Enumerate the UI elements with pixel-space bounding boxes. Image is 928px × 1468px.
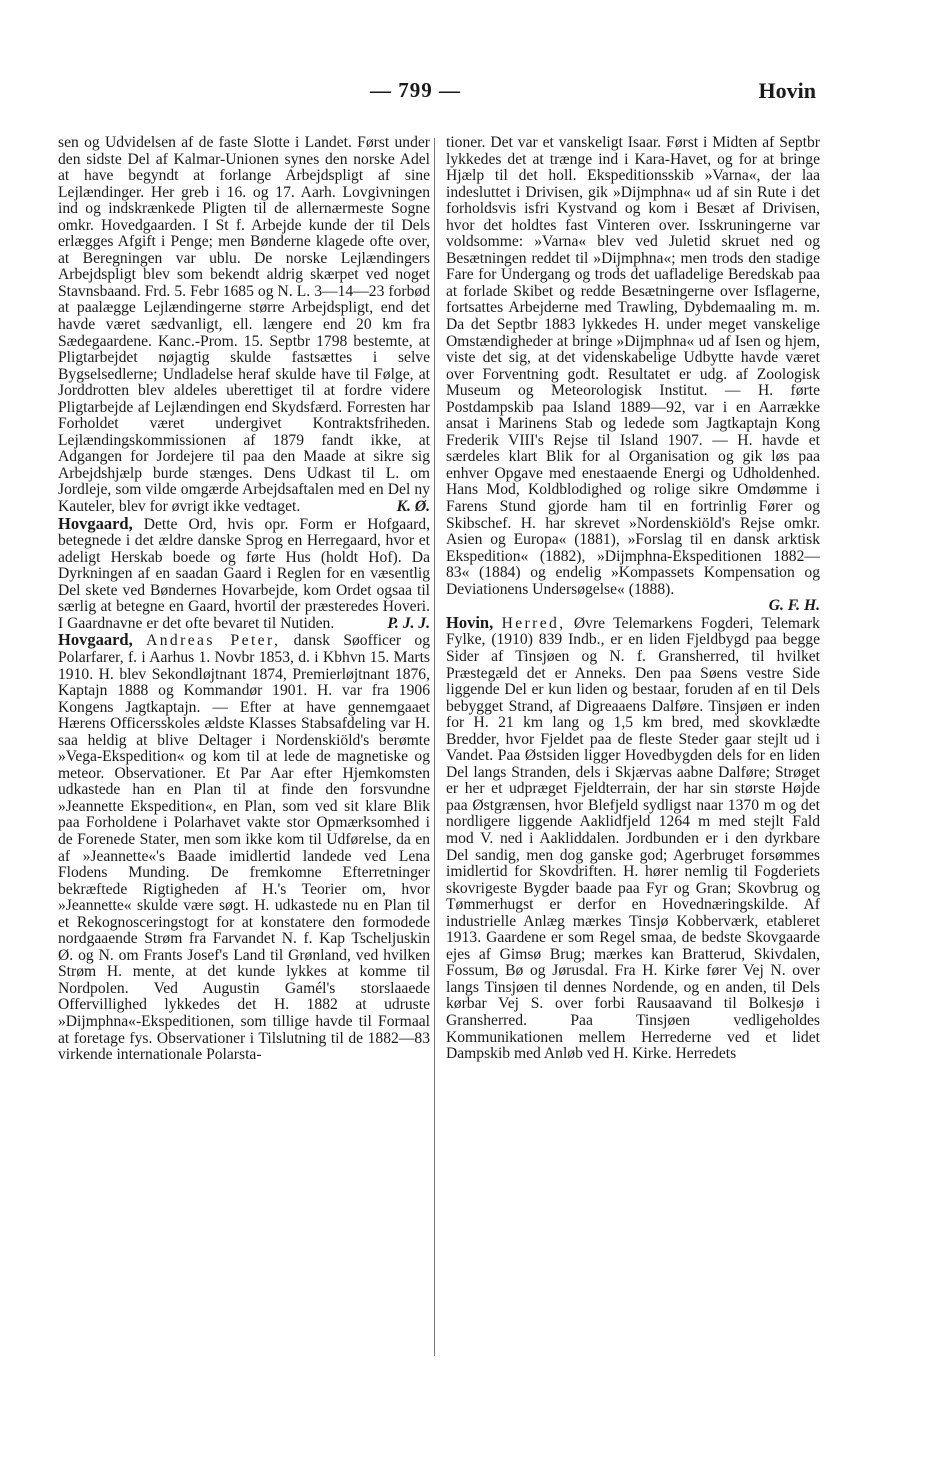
entry-hovgaard-1 — [58, 513, 430, 633]
entry-hovin — [446, 612, 820, 1063]
author-signature: G. F. H. — [768, 597, 820, 615]
entry-text: Dette Ord, hvis opr. Form er Hofgaard, betegnede i det ældre danske Sprog en Herregaard, hvor et adeligt Herskab boede og førte Hus (holdt Hof). Da Dyrkningen af en saadan Gaard i Reglen for en væsentlig Del skete ved Bøndernes Hovarbejde, kom Ordet ogsaa til særlig at betegne en Gaard, hvortil der præsteredes Hoveri. I Gaardnavne er det ofte bevaret til Nutiden. — [58, 515, 430, 632]
headword: Hovin, — [446, 612, 494, 632]
author-signature: P. J. J. — [387, 614, 430, 632]
left-column — [58, 135, 430, 1064]
column-divider — [434, 138, 435, 1356]
running-head: Hovin — [758, 78, 816, 103]
entry-type: Herred, — [501, 614, 566, 632]
headword: Hovgaard, — [58, 630, 133, 650]
headword: Hovgaard, — [58, 513, 133, 533]
page-number: — 799 — — [370, 78, 461, 102]
entry-text: dansk Søofficer og Polarfarer, f. i Aarhus 1. Novbr 1853, d. i Kbhvn 15. Marts 1910. H. blev Sekondløjtnant 1874, Premierløjtnant 1876, Kaptajn 1888 og Kommandør 1901. H. var fra 1906 Kongens Jagtkaptajn. — Efter at have gennemgaaet Hærens Officersskoles ældste Klasses Stabsafdeling var H. saa heldig at blive Deltager i Nordenskiöld's berømte »Vega-Ekspedition« og kom til at lede de magnetiske og meteor. Observationer. Et Par Aar efter Hjemkomsten udkastede han en Plan til at finde den forsvundne »Jeannette Ekspedition«, en Plan, som ved sit klare Blik paa Forholdene i Polarhavet vakte stor Opmærksomhed i de Forenede Stater, men som ikke kom til Udførelse, da en af »Jeannette«'s Baade imidlertid landede ved Lena Flodens Munding. De fremkomne Efterretninger bekræftede Rigtigheden af H.'s Teorier om, hvor »Jeannette« skulde være søgt. H. udkastede nu en Plan til et Rekognosceringstogt for at konstatere den formodede nordgaaende Strøm fra Farvandet N. f. Kap Tscheljuskin Ø. og N. om Frants Josef's Land til Grønland, ved hvilken Strøm H. mente, at det kunde lykkes at komme til Nordpolen. Ved Augustin Gamél's storslaaede Offervillighed lykkedes det H. 1882 at udruste »Dijmphna«-Ekspeditionen, som tillige havde til Formaal at foretage fys. Observationer i Tilslutning til de 1882—83 virkende internationale Polarsta- — [58, 632, 431, 1064]
entry-text: Øvre Telemarkens Fogderi, Telemark Fylke, (1910) 839 Indb., er en liden Fjeldbygd paa begge Sider af Tinsjøen og N. f. Gransherred, til hvilket Præstegæld det er Anneks. Den paa Søens vestre Side liggende Del er kun liden og bestaar, foruden af en til Dels bebygget Strand, af Digreaaens Dalføre. Tinsjøen er inden for H. 21 km lang og 1,5 km bred, med skovklædte Bredder, hvor Fjeldet paa de fleste Steder gaar stejlt ud i Vandet. Paa Østsiden ligger Hovedbygden dels for en liden Del langs Stranden, dels i Skjærvas aabne Dalføre; Strøget er her et udpræget Fjeldterrain, der har sin største Højde paa Østgrænsen, hvor Blefjeld sydligst naar 1370 m og det nordligere liggende Aaklidfjeld 1264 m med stejlt Fald mod V. ned i Aakliddalen. Jordbunden er i den dyrkbare Del sandig, men dog ganske god; Agerbruget forsømmes imidlertid for Skovdriften. H. hører nemlig til Fogderiets skovrigeste Bygder baade paa Fyr og Gran; Skovbrug og Tømmerhugst er derfor en Hovednæringskilde. Af industrielle Anlæg mærkes Tinsjø Kobberværk, etableret 1913. Gaardene er som Regel smaa, de bedste Skovgaarde ejes af Gimsø Brug; mærkes kan Bratterud, Skivdalen, Fossum, Bø og Jørusdal. Fra H. Kirke fører Vej N. over langs Tinsjøen til dennes Nordende, og en anden, til Dels kørbar Vej S. over forbi Rausaavand til Bolkesjø i Gransherred. Paa Tinsjøen vedligeholdes Kommunikationen mellem Herrederne ved et lidet Dampskib med Anløb ved H. Kirke. Herredets — [446, 614, 820, 1063]
entry-hovgaard-2-continuation: tioner. Det var et vanskeligt Isaar. Først i Midten af Septbr lykkedes det at trænge ind i Kara-Havet, og for at bringe Hjælp til det holl. Ekspeditionsskib »Varna«, der laa indesluttet i Drivisen, gik »Dijmphna« ud af sin Rute i det forholdsvis isfri Kystvand og kom i Besæt af Drivisen, hvor det holdtes fast Vinteren over. Isskruningerne var voldsomme: »Varna« blev ved Juletid skruet ned og Besætningen reddet til »Dijmphna«; men trods den stadige Fare for Undergang og trods det uafladelige Beredskab paa at forlade Skibet og redde Besætningerne over Isflagerne, fortsattes Arbejderne med Trawling, Dybdemaaling m. m. Da det Septbr 1883 lykkedes H. under meget vanskelige Omstændigheder at bringe »Dijmphna« ud af Isen og hjem, viste det sig, at det videnskabelige Udbytte havde været over Forventning godt. Resultatet er udg. af Zoologisk Museum og Meteorologisk Institut. — H. førte Postdampskib paa Island 1889—92, var i en Aarrække ansat i Marinens Stab og ledede som Jagtkaptajn Kong Frederik VIII's Rejse til Island 1907. — H. havde et særdeles klart Blik for al Organisation og gik løs paa enhver Opgave med enestaaende Energi og Udholdenhed. Hans Mod, Koldblodighed og rolige sikre Omdømme i Farens Stund gjorde ham til en fortrinlig Fører og Skibschef. H. har skrevet »Nordenskiöld's Rejse omkr. Asien og Europa« (1881), »Forslag til en dansk arktisk Ekspedition« (1882), »Dijmphna-Ekspeditionen 1882—83« (1884) og endelig »Kompassets Kompensation og Deviationens Undersøgelse« (1888). — [446, 134, 820, 598]
entry-hovgaard-2 — [58, 632, 430, 1063]
entry-hovedgaard-continuation: sen og Udvidelsen af de faste Slotte i Landet. Først under den sidste Del af Kalmar-Unionen synes den norske Adel at have begyndt at forlange Arbejdspligt af sine Lejlændinger. Her greb i 16. og 17. Aarh. Lovgivningen ind og indskrænkede Pligten til de allernærmeste Sogne omkr. Hovedgaarden. I St f. Arbejde kunde der til Dels erlægges Afgift i Penge; men Bønderne klagede ofte over, at Beregningen var ublu. De norske Lejlændingers Arbejdspligt blev som bekendt aldrig skærpet ved noget Stavnsbaand. Frd. 5. Febr 1685 og N. L. 3—14—23 forbød at paalægge Lejlændingerne større Arbejdspligt, end det havde været sædvanligt, ell. længere end 20 km fra Sædegaardene. Kanc.-Prom. 15. Septbr 1798 bestemte, at Pligtarbejdet nøjagtig skulde fastsættes i selve Bygselsedlerne; Undladelse heraf skulde have til Følge, at Jorddrotten blev aldeles uberettiget til at fordre videre Pligtarbejde af Lejlændingen end Skydsfærd. Forresten har Forholdet været undergivet Kontraktsfriheden. Lejlændingskommissionen af 1879 fandt ikke, at Adgangen for Jordejere til paa den Maade at sikre sig Arbejdshjælp burde stænges. Dens Udkast til L. om Jordleje, som vilde omgærde Arbejdsaftalen med en Del ny Kauteler, blev for øvrigt ikke vedtaget. K. Ø. — [58, 134, 430, 516]
person-name: Andreas Peter, — [146, 632, 281, 650]
author-signature: K. Ø. — [396, 498, 430, 516]
right-column — [446, 135, 820, 1063]
page-header — [0, 78, 928, 110]
